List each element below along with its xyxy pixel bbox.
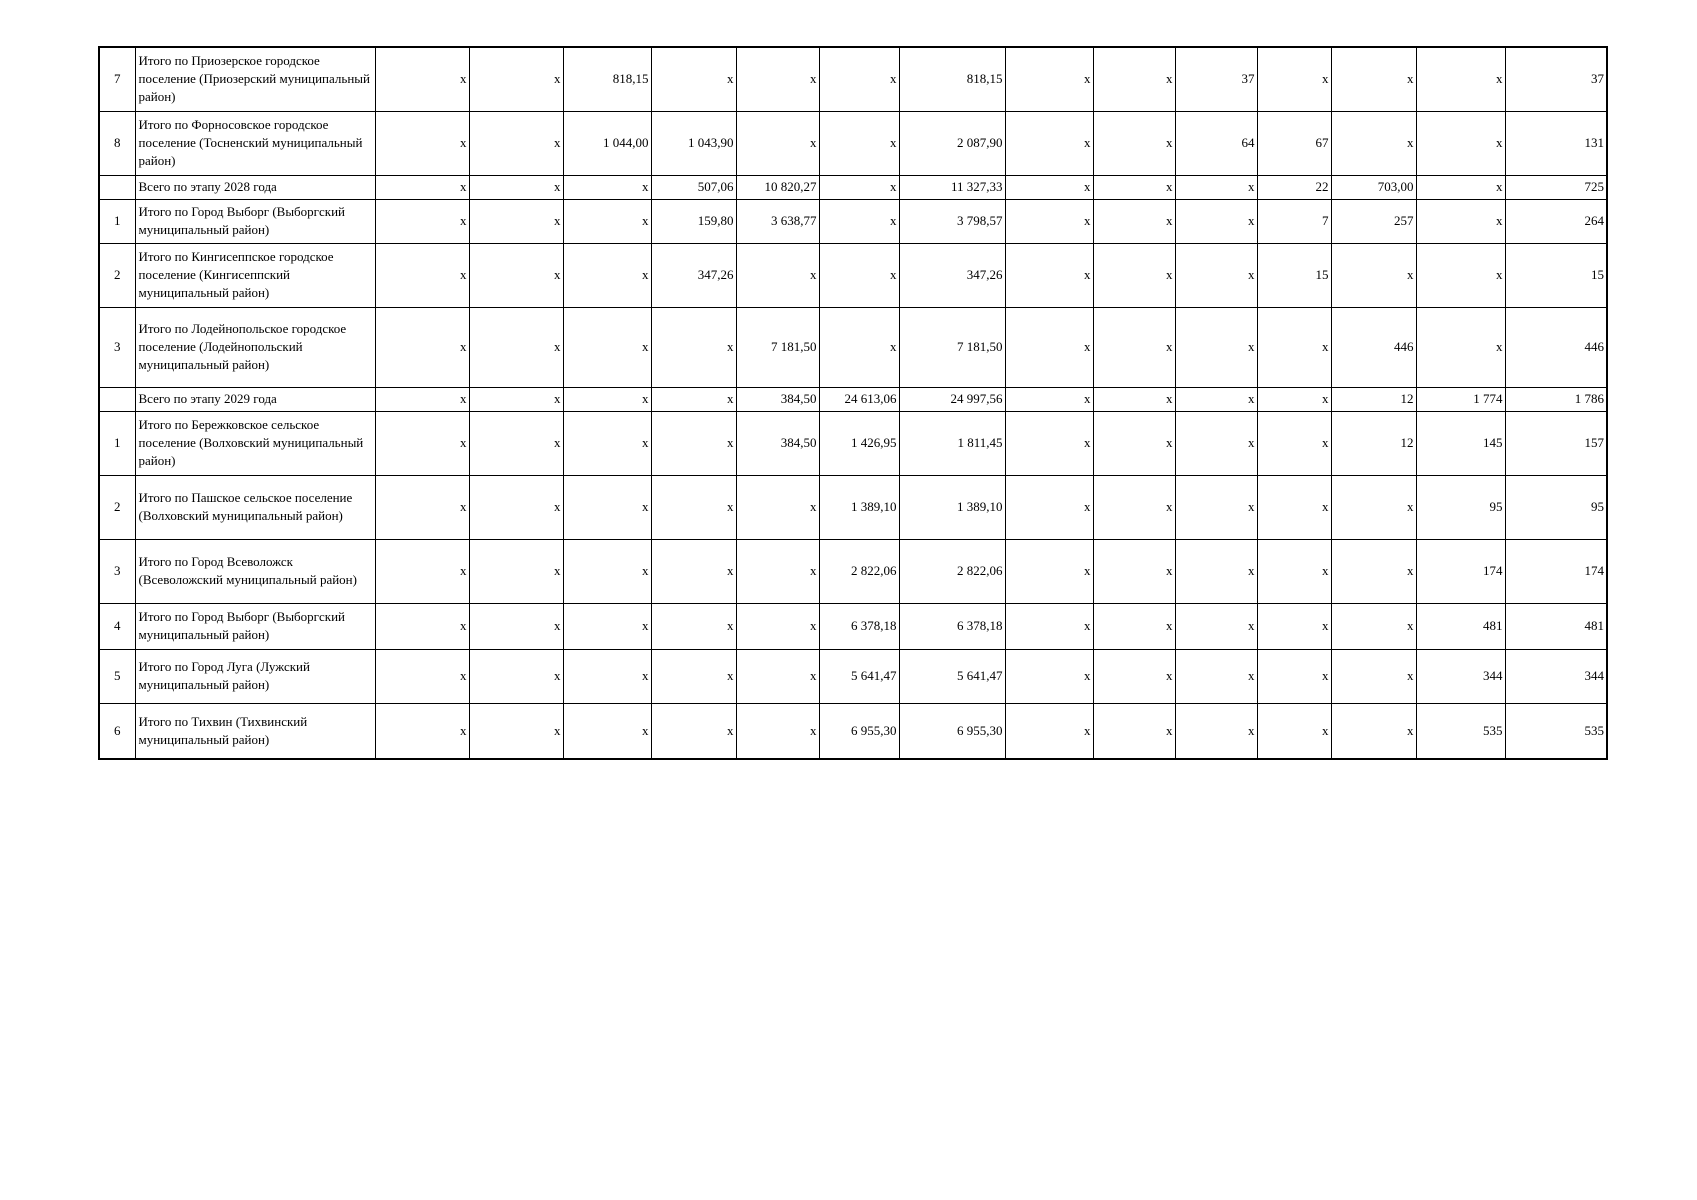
value-cell: x — [1005, 47, 1093, 111]
table-row — [99, 703, 1607, 759]
value-cell: x — [375, 47, 469, 111]
row-name: Итого по Тихвин (Тихвинский муниципальный район) — [135, 703, 375, 759]
value-cell: x — [1175, 411, 1257, 475]
value-cell: 145 — [1416, 411, 1505, 475]
value-cell: 174 — [1416, 539, 1505, 603]
value-cell: x — [1005, 199, 1093, 243]
value-cell: 1 774 — [1416, 387, 1505, 411]
value-cell: x — [1331, 475, 1416, 539]
table-row — [99, 649, 1607, 703]
table-row — [99, 475, 1607, 539]
row-name: Итого по Город Всеволожск (Всеволожский муниципальный район) — [135, 539, 375, 603]
value-cell: x — [736, 539, 819, 603]
value-cell: x — [1005, 649, 1093, 703]
value-cell: x — [375, 243, 469, 307]
value-cell: 818,15 — [563, 47, 651, 111]
table-row — [99, 175, 1607, 199]
value-cell: 384,50 — [736, 411, 819, 475]
value-cell: x — [1093, 307, 1175, 387]
value-cell: x — [1175, 199, 1257, 243]
value-cell: x — [736, 603, 819, 649]
value-cell: x — [1005, 175, 1093, 199]
value-cell: x — [736, 703, 819, 759]
value-cell: x — [651, 649, 736, 703]
value-cell: x — [1005, 111, 1093, 175]
value-cell: x — [1175, 243, 1257, 307]
value-cell: x — [1093, 47, 1175, 111]
value-cell: x — [1331, 243, 1416, 307]
value-cell: 37 — [1175, 47, 1257, 111]
value-cell: x — [1093, 199, 1175, 243]
value-cell: 1 389,10 — [819, 475, 899, 539]
row-name: Итого по Кингисеппское городское поселение (Кингисеппский муниципальный район) — [135, 243, 375, 307]
value-cell: 174 — [1505, 539, 1607, 603]
value-cell: x — [1416, 199, 1505, 243]
row-number: 2 — [99, 243, 135, 307]
value-cell: x — [375, 649, 469, 703]
value-cell: 24 997,56 — [899, 387, 1005, 411]
value-cell: 7 181,50 — [736, 307, 819, 387]
value-cell: x — [1416, 175, 1505, 199]
value-cell: x — [469, 539, 563, 603]
value-cell: x — [1331, 703, 1416, 759]
value-cell: x — [469, 47, 563, 111]
value-cell: x — [1005, 307, 1093, 387]
value-cell: x — [651, 475, 736, 539]
value-cell: x — [736, 111, 819, 175]
row-number: 2 — [99, 475, 135, 539]
value-cell: x — [1093, 603, 1175, 649]
value-cell: 725 — [1505, 175, 1607, 199]
value-cell: 535 — [1505, 703, 1607, 759]
value-cell: 1 786 — [1505, 387, 1607, 411]
value-cell: 6 955,30 — [899, 703, 1005, 759]
value-cell: x — [469, 411, 563, 475]
value-cell: x — [563, 243, 651, 307]
value-cell: x — [1005, 539, 1093, 603]
value-cell: x — [819, 111, 899, 175]
value-cell: 507,06 — [651, 175, 736, 199]
value-cell: 481 — [1505, 603, 1607, 649]
value-cell: x — [563, 539, 651, 603]
row-number: 3 — [99, 539, 135, 603]
value-cell: x — [563, 387, 651, 411]
row-number: 4 — [99, 603, 135, 649]
value-cell: x — [1257, 603, 1331, 649]
value-cell: x — [1257, 649, 1331, 703]
value-cell: 344 — [1416, 649, 1505, 703]
value-cell: x — [651, 307, 736, 387]
value-cell: x — [736, 649, 819, 703]
row-name: Итого по Бережковское сельское поселение (Волховский муниципальный район) — [135, 411, 375, 475]
value-cell: 2 822,06 — [899, 539, 1005, 603]
value-cell: 535 — [1416, 703, 1505, 759]
value-cell: 131 — [1505, 111, 1607, 175]
value-cell: 1 811,45 — [899, 411, 1005, 475]
row-name: Итого по Форносовское городское поселение (Тосненский муниципальный район) — [135, 111, 375, 175]
value-cell: x — [1005, 411, 1093, 475]
value-cell: x — [1093, 175, 1175, 199]
row-name: Итого по Город Луга (Лужский муниципальный район) — [135, 649, 375, 703]
value-cell: x — [1416, 111, 1505, 175]
table-row — [99, 307, 1607, 387]
value-cell: x — [469, 307, 563, 387]
value-cell: x — [563, 175, 651, 199]
value-cell: 481 — [1416, 603, 1505, 649]
value-cell: 67 — [1257, 111, 1331, 175]
value-cell: x — [651, 387, 736, 411]
value-cell: x — [1257, 411, 1331, 475]
table-row — [99, 111, 1607, 175]
value-cell: 5 641,47 — [899, 649, 1005, 703]
row-name: Итого по Город Выборг (Выборгский муниципальный район) — [135, 603, 375, 649]
value-cell: x — [1093, 411, 1175, 475]
value-cell: 2 822,06 — [819, 539, 899, 603]
value-cell: x — [1093, 539, 1175, 603]
row-number — [99, 387, 135, 411]
value-cell: 11 327,33 — [899, 175, 1005, 199]
row-name: Итого по Лодейнопольское городское поселение (Лодейнопольский муниципальный район) — [135, 307, 375, 387]
value-cell: x — [1257, 47, 1331, 111]
value-cell: 6 378,18 — [899, 603, 1005, 649]
value-cell: x — [375, 603, 469, 649]
value-cell: x — [1005, 603, 1093, 649]
value-cell: 446 — [1331, 307, 1416, 387]
value-cell: 446 — [1505, 307, 1607, 387]
value-cell: x — [469, 703, 563, 759]
value-cell: x — [563, 411, 651, 475]
row-number: 3 — [99, 307, 135, 387]
value-cell: x — [1416, 243, 1505, 307]
value-cell: 3 798,57 — [899, 199, 1005, 243]
value-cell: 347,26 — [899, 243, 1005, 307]
value-cell: x — [375, 307, 469, 387]
row-number: 1 — [99, 411, 135, 475]
value-cell: 12 — [1331, 387, 1416, 411]
value-cell: x — [469, 175, 563, 199]
value-cell: x — [1175, 539, 1257, 603]
value-cell: 5 641,47 — [819, 649, 899, 703]
value-cell: x — [736, 243, 819, 307]
value-cell: 15 — [1257, 243, 1331, 307]
value-cell: 12 — [1331, 411, 1416, 475]
value-cell: 64 — [1175, 111, 1257, 175]
value-cell: x — [563, 307, 651, 387]
value-cell: x — [1005, 703, 1093, 759]
row-number: 6 — [99, 703, 135, 759]
value-cell: x — [1331, 47, 1416, 111]
value-cell: x — [1175, 603, 1257, 649]
table-row — [99, 411, 1607, 475]
value-cell: x — [375, 175, 469, 199]
value-cell: x — [651, 603, 736, 649]
value-cell: x — [1093, 111, 1175, 175]
value-cell: x — [1175, 175, 1257, 199]
value-cell: 22 — [1257, 175, 1331, 199]
value-cell: x — [375, 475, 469, 539]
value-cell: x — [469, 111, 563, 175]
value-cell: x — [1175, 475, 1257, 539]
value-cell: x — [375, 539, 469, 603]
value-cell: x — [1331, 539, 1416, 603]
value-cell: x — [563, 199, 651, 243]
table-row — [99, 603, 1607, 649]
value-cell: x — [1175, 703, 1257, 759]
value-cell: x — [1331, 111, 1416, 175]
value-cell: x — [563, 703, 651, 759]
value-cell: 384,50 — [736, 387, 819, 411]
value-cell: x — [1005, 475, 1093, 539]
value-cell: 6 378,18 — [819, 603, 899, 649]
value-cell: x — [1175, 307, 1257, 387]
value-cell: 257 — [1331, 199, 1416, 243]
value-cell: x — [1257, 703, 1331, 759]
value-cell: 264 — [1505, 199, 1607, 243]
value-cell: x — [819, 47, 899, 111]
table-row — [99, 539, 1607, 603]
row-number: 7 — [99, 47, 135, 111]
table-body — [99, 47, 1607, 759]
table-row — [99, 199, 1607, 243]
value-cell: x — [1175, 649, 1257, 703]
value-cell: 159,80 — [651, 199, 736, 243]
value-cell: x — [375, 703, 469, 759]
row-name: Всего по этапу 2029 года — [135, 387, 375, 411]
value-cell: x — [1331, 649, 1416, 703]
value-cell: x — [563, 603, 651, 649]
value-cell: x — [1416, 307, 1505, 387]
value-cell: 95 — [1416, 475, 1505, 539]
row-number: 8 — [99, 111, 135, 175]
value-cell: 3 638,77 — [736, 199, 819, 243]
value-cell: 7 181,50 — [899, 307, 1005, 387]
value-cell: x — [1257, 539, 1331, 603]
row-name: Итого по Город Выборг (Выборгский муниципальный район) — [135, 199, 375, 243]
value-cell: 703,00 — [1331, 175, 1416, 199]
value-cell: x — [819, 199, 899, 243]
value-cell: x — [651, 539, 736, 603]
value-cell: x — [1257, 475, 1331, 539]
value-cell: x — [1257, 387, 1331, 411]
value-cell: x — [651, 47, 736, 111]
table-row — [99, 47, 1607, 111]
value-cell: 95 — [1505, 475, 1607, 539]
value-cell: x — [375, 199, 469, 243]
value-cell: 15 — [1505, 243, 1607, 307]
value-cell: x — [1093, 387, 1175, 411]
value-cell: x — [736, 475, 819, 539]
row-number: 5 — [99, 649, 135, 703]
value-cell: x — [469, 649, 563, 703]
value-cell: x — [1093, 243, 1175, 307]
value-cell: x — [375, 411, 469, 475]
value-cell: 2 087,90 — [899, 111, 1005, 175]
value-cell: x — [1093, 649, 1175, 703]
value-cell: x — [1005, 387, 1093, 411]
value-cell: 1 043,90 — [651, 111, 736, 175]
value-cell: x — [819, 243, 899, 307]
value-cell: x — [469, 199, 563, 243]
row-number — [99, 175, 135, 199]
value-cell: x — [651, 411, 736, 475]
value-cell: 818,15 — [899, 47, 1005, 111]
value-cell: x — [819, 307, 899, 387]
value-cell: x — [469, 387, 563, 411]
value-cell: x — [1416, 47, 1505, 111]
value-cell: x — [375, 387, 469, 411]
value-cell: x — [1005, 243, 1093, 307]
row-name: Итого по Пашское сельское поселение (Волховский муниципальный район) — [135, 475, 375, 539]
row-name: Всего по этапу 2028 года — [135, 175, 375, 199]
value-cell: x — [469, 243, 563, 307]
value-cell: 24 613,06 — [819, 387, 899, 411]
value-cell: x — [819, 175, 899, 199]
value-cell: 37 — [1505, 47, 1607, 111]
value-cell: x — [1175, 387, 1257, 411]
value-cell: 1 044,00 — [563, 111, 651, 175]
value-cell: 10 820,27 — [736, 175, 819, 199]
value-cell: x — [1257, 307, 1331, 387]
value-cell: x — [736, 47, 819, 111]
value-cell: 7 — [1257, 199, 1331, 243]
value-cell: x — [1093, 475, 1175, 539]
data-table — [98, 46, 1608, 760]
value-cell: x — [469, 603, 563, 649]
table-row — [99, 387, 1607, 411]
table-row — [99, 243, 1607, 307]
value-cell: 347,26 — [651, 243, 736, 307]
value-cell: x — [375, 111, 469, 175]
value-cell: x — [563, 649, 651, 703]
value-cell: 344 — [1505, 649, 1607, 703]
row-number: 1 — [99, 199, 135, 243]
value-cell: 1 426,95 — [819, 411, 899, 475]
row-name: Итого по Приозерское городское поселение (Приозерский муниципальный район) — [135, 47, 375, 111]
value-cell: x — [1331, 603, 1416, 649]
value-cell: 6 955,30 — [819, 703, 899, 759]
value-cell: 1 389,10 — [899, 475, 1005, 539]
value-cell: x — [1093, 703, 1175, 759]
value-cell: 157 — [1505, 411, 1607, 475]
value-cell: x — [651, 703, 736, 759]
value-cell: x — [469, 475, 563, 539]
value-cell: x — [563, 475, 651, 539]
